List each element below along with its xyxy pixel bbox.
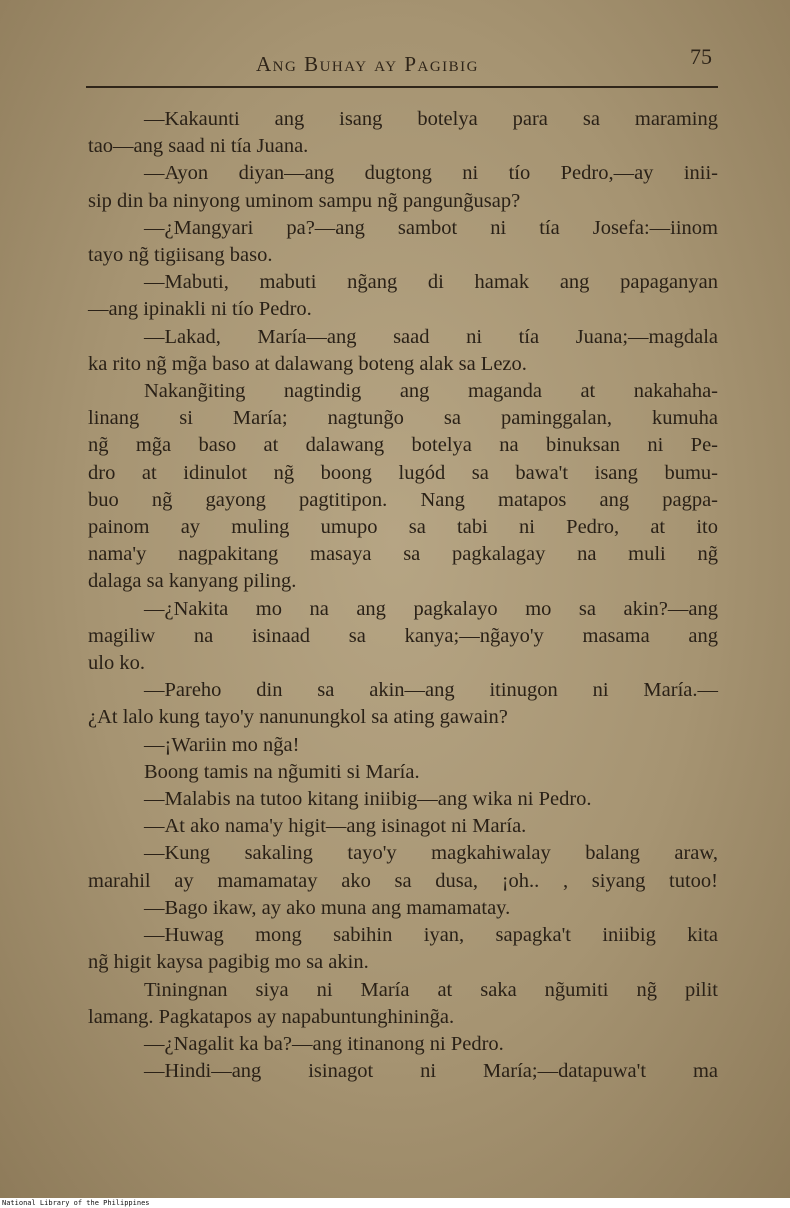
text-line: ng̃ higit kaysa pagibig mo sa akin. xyxy=(88,951,369,974)
text-line: —¡Wariin mo ng̃a! xyxy=(144,733,300,756)
text-line: —Kakaunti ang isang botelya para sa maraming xyxy=(144,108,718,130)
body-text xyxy=(88,106,718,1085)
text-line: ng̃ mg̃a baso at dalawang botelya na binuksan ni Pe- xyxy=(88,434,718,457)
text-line: tao—ang saad ni tía Juana. xyxy=(88,135,309,158)
text-line: painom ay muling umupo sa tabi ni Pedro, at ito xyxy=(88,516,718,539)
text-line: Tiningnan siya ni María at saka ng̃umiti ng̃ pilit xyxy=(144,978,718,1001)
text-line: linang si María; nagtung̃o sa paminggalan, kumuha xyxy=(88,407,718,430)
text-line: magiliw na isinaad sa kanya;—ng̃ayo'y masama ang xyxy=(88,624,718,647)
text-line: sip din ba ninyong uminom sampu ng̃ pangung̃usap? xyxy=(88,189,521,212)
text-line: —Pareho din sa akin—ang itinugon ni María.— xyxy=(144,679,718,702)
text-line: —Mabuti, mabuti ng̃ang di hamak ang papaganyan xyxy=(144,271,718,294)
text-line: —¿Mangyari pa?—ang sambot ni tía Josefa:—iinom xyxy=(144,216,718,239)
running-title: Ang Buhay ay Pagibig xyxy=(256,52,480,76)
text-line: nama'y nagpakitang masaya sa pagkalagay na muli ng̃ xyxy=(88,543,718,566)
text-line: —Ayon diyan—ang dugtong ni tío Pedro,—ay inii- xyxy=(144,162,718,185)
text-line: —Malabis na tutoo kitang iniibig—ang wika ni Pedro. xyxy=(144,788,592,811)
text-line: ka rito ng̃ mg̃a baso at dalawang boteng alak sa Lezo. xyxy=(88,352,527,375)
text-line: —ang ipinakli ni tío Pedro. xyxy=(88,298,312,321)
header-rule xyxy=(86,86,718,88)
text-line: buo ng̃ gayong pagtitipon. Nang matapos ang pagpa- xyxy=(88,488,718,511)
text-line: —Hindi—ang isinagot ni María;—datapuwa't ma xyxy=(144,1060,718,1083)
text-line: ulo ko. xyxy=(88,652,145,675)
library-credit: National Library of the Philippines xyxy=(2,1199,150,1207)
text-line: —Bago ikaw, ay ako muna ang mamamatay. xyxy=(144,896,511,919)
text-line: —Huwag mong sabihin iyan, sapagka't iniibig kita xyxy=(144,924,718,947)
text-line: —At ako nama'y higit—ang isinagot ni María. xyxy=(144,815,527,838)
text-line: Nakang̃iting nagtindig ang maganda at nakahaha- xyxy=(144,380,718,403)
text-line: —¿Nagalit ka ba?—ang itinanong ni Pedro. xyxy=(144,1032,504,1055)
footer-bar xyxy=(0,1199,790,1208)
text-line: Boong tamis na ng̃umiti si María. xyxy=(144,760,420,783)
page-header xyxy=(86,44,716,84)
text-line: —Lakad, María—ang saad ni tía Juana;—magdala xyxy=(144,325,718,348)
text-line: lamang. Pagkatapos ay napabuntunghining̃a. xyxy=(88,1005,455,1028)
text-line: —Kung sakaling tayo'y magkahiwalay balang araw, xyxy=(144,842,718,865)
text-line: marahil ay mamamatay ako sa dusa, ¡oh.. , siyang tutoo! xyxy=(88,869,718,892)
text-line: dalaga sa kanyang piling. xyxy=(88,570,297,593)
text-line: dro at idinulot ng̃ boong lugód sa bawa't isang bumu- xyxy=(88,461,718,484)
page-number: 75 xyxy=(690,44,712,69)
text-line: tayo ng̃ tigiisang baso. xyxy=(88,244,273,267)
text-line: —¿Nakita mo na ang pagkalayo mo sa akin?—ang xyxy=(144,597,718,620)
text-line: ¿At lalo kung tayo'y nanunungkol sa ating gawain? xyxy=(88,706,508,729)
